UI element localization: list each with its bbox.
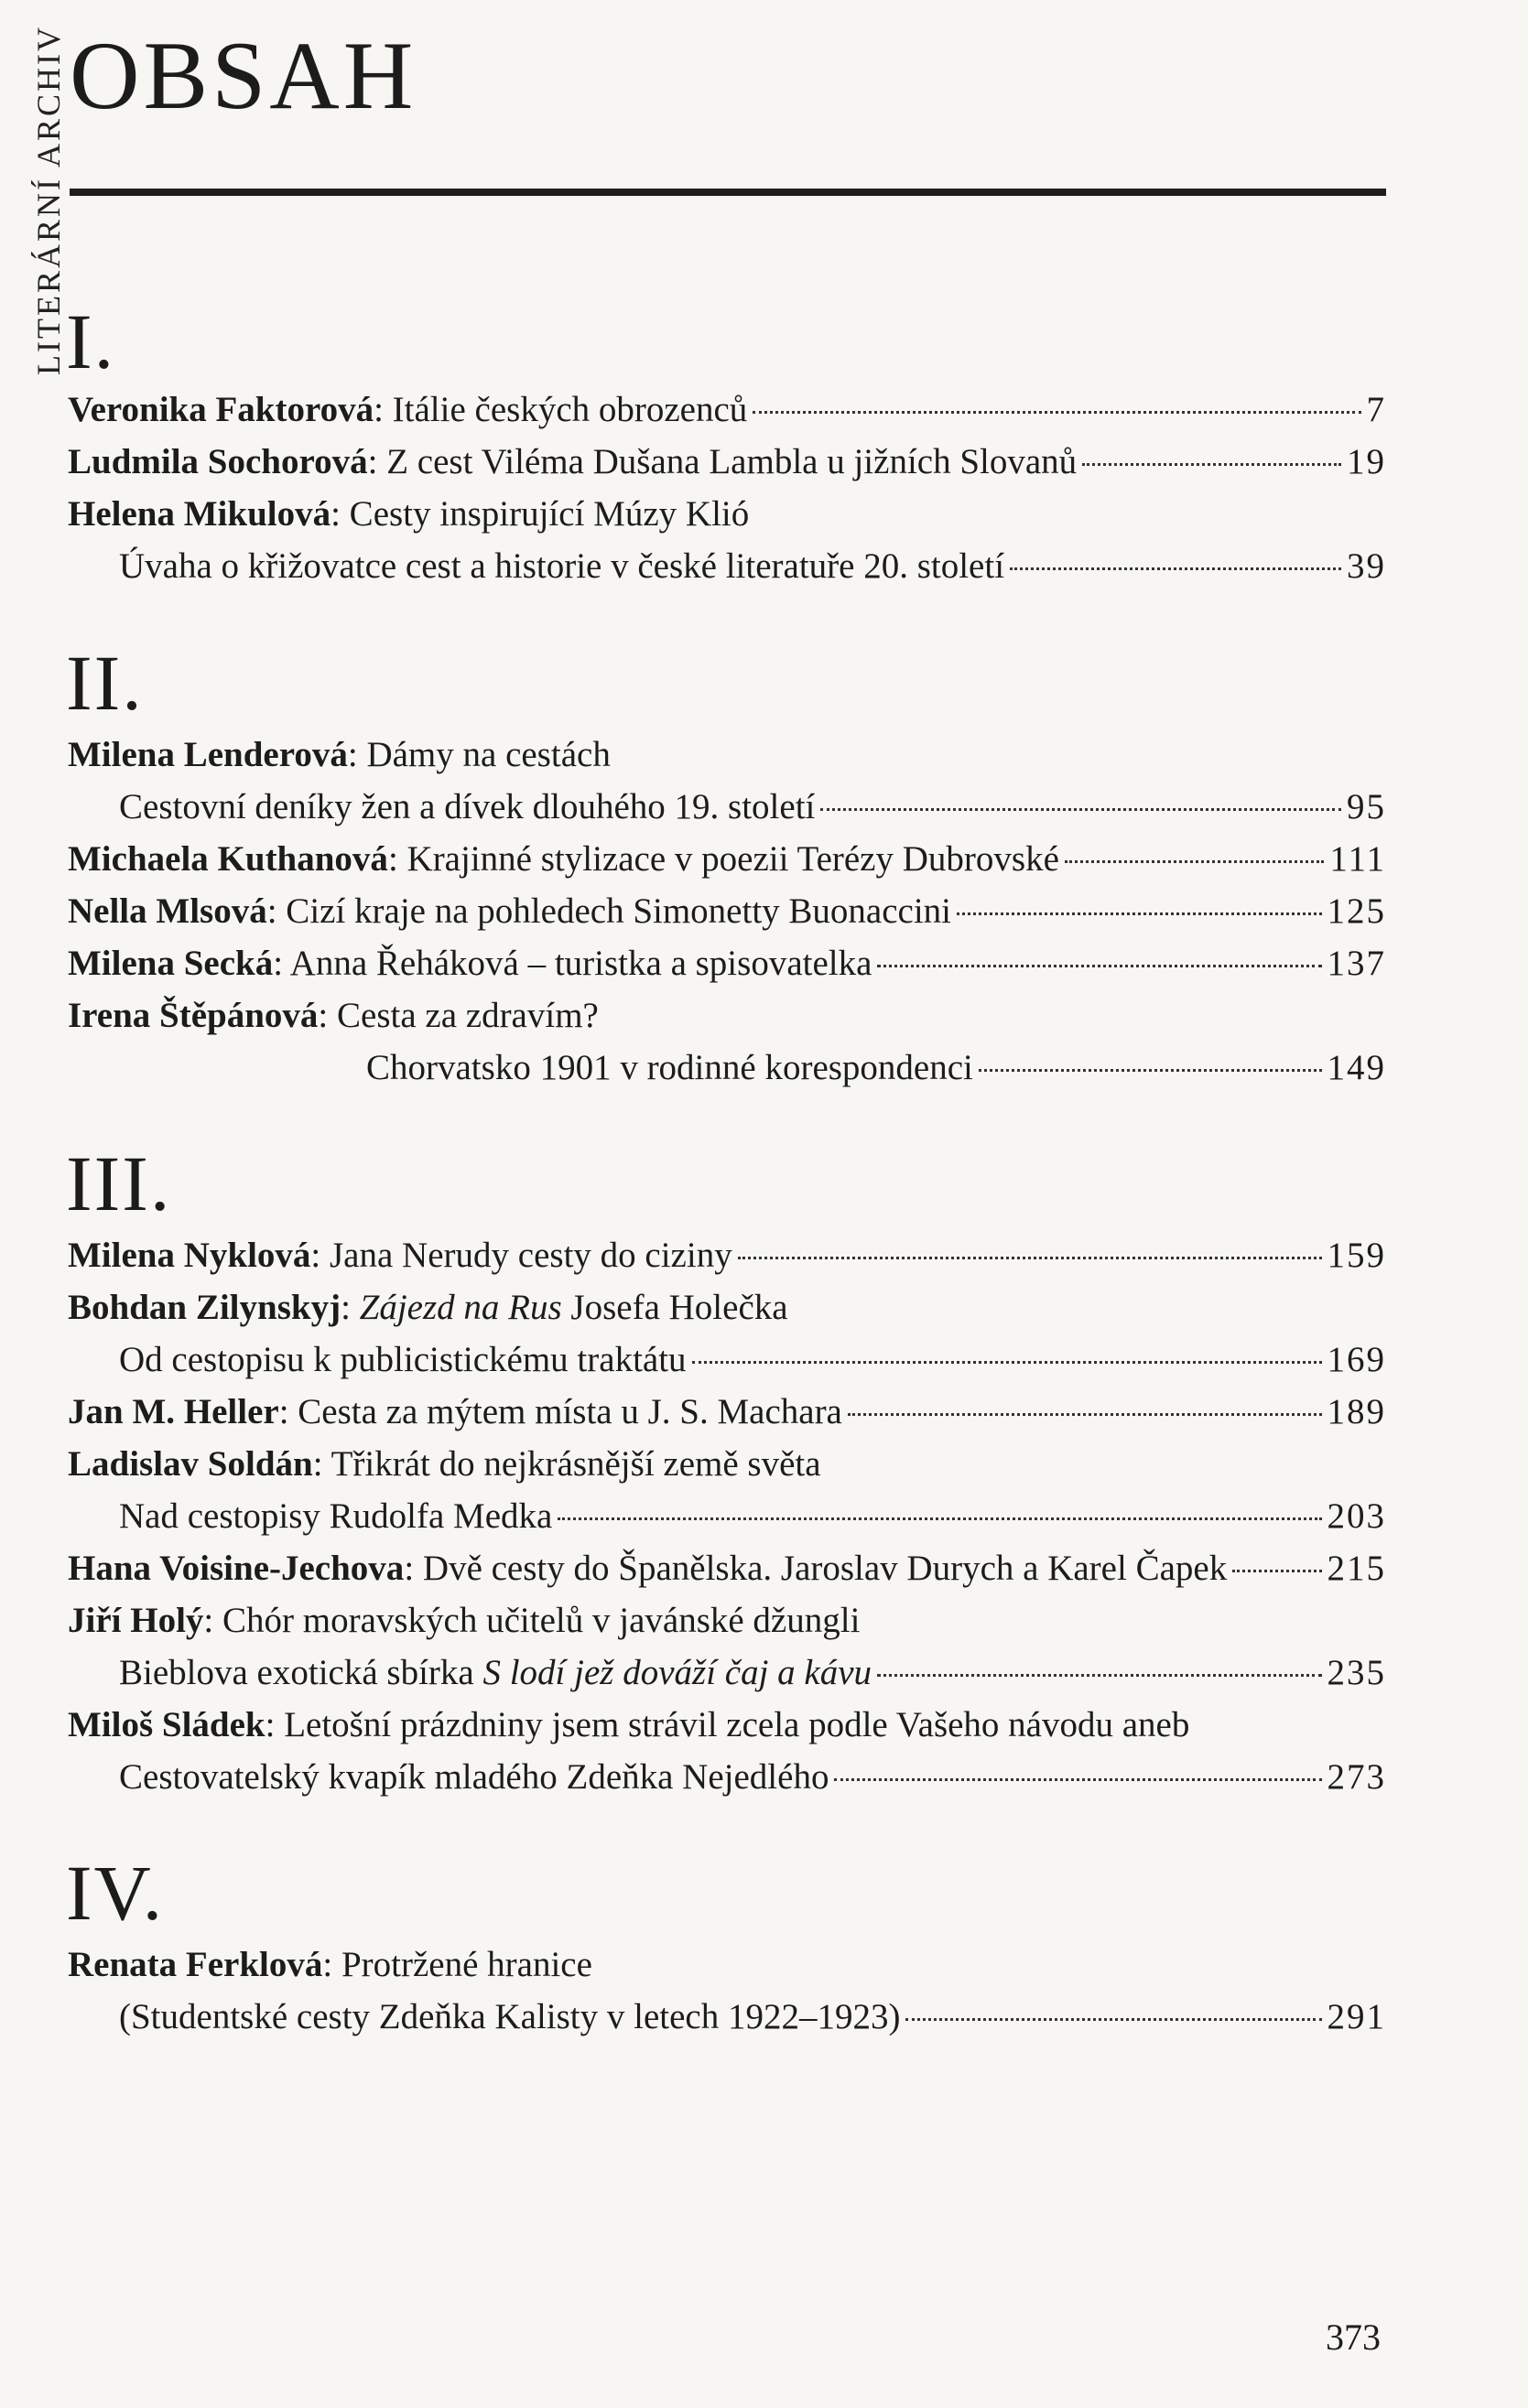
entry-title: : Letošní prázdniny jsem strávil zcela podle Vašeho návodu aneb [265, 1705, 1190, 1744]
entry-subtitle: Cestovatelský kvapík mladého Zdeňka Nejedlého [119, 1757, 829, 1797]
entry-subtitle: Chorvatsko 1901 v rodinné korespondenci [366, 1048, 973, 1087]
dot-leader [1232, 1569, 1321, 1572]
entry-title: : Krajinné stylizace v poezii Terézy Dubrovské [387, 839, 1059, 879]
toc-entry [68, 990, 1386, 1042]
dot-leader [957, 912, 1321, 915]
entry-page: 189 [1327, 1392, 1386, 1431]
section-heading-1: I. [66, 297, 116, 385]
toc-entry [68, 1543, 1386, 1594]
entry-page: 125 [1327, 891, 1386, 931]
entry-author: Irena Štěpánová [68, 996, 319, 1035]
entry-title: : Třikrát do nejkrásnější země světa [312, 1444, 821, 1484]
toc-entry [68, 834, 1386, 885]
entry-title: : Protržené hranice [322, 1945, 592, 1984]
entry-title-pre: : [341, 1288, 360, 1327]
entry-author: Ludmila Sochorová [68, 442, 368, 481]
entry-page: 149 [1327, 1048, 1386, 1087]
entry-author: Hana Voisine-Jechova [68, 1549, 405, 1588]
entry-subtitle-pre: Bieblova exotická sbírka [119, 1653, 483, 1692]
toc-entry [68, 729, 1386, 781]
entry-author: Miloš Sládek [68, 1705, 266, 1744]
entry-title: : Anna Řeháková – turistka a spisovatelka [273, 944, 872, 983]
entry-title: : Cesta za zdravím? [318, 996, 599, 1035]
entry-title-post: Josefa Holečka [561, 1288, 788, 1327]
entry-author: Nella Mlsová [68, 891, 267, 931]
entry-page: 137 [1327, 944, 1386, 983]
entry-subtitle-italic: S lodí jež dováží čaj a kávu [482, 1653, 872, 1692]
entry-page: 159 [1327, 1236, 1386, 1275]
dot-leader [905, 2017, 1321, 2021]
toc-entry [68, 1387, 1386, 1438]
entry-title: : Cesta za mýtem místa u J. S. Machara [278, 1392, 842, 1431]
toc-entry [68, 489, 1386, 540]
entry-page: 39 [1347, 546, 1386, 586]
dot-leader [848, 1412, 1322, 1416]
toc-entry-subtitle [119, 1647, 1386, 1699]
entry-author: Milena Nyklová [68, 1236, 311, 1275]
dot-leader [738, 1256, 1322, 1259]
entry-subtitle: Od cestopisu k publicistickému traktátu [119, 1340, 687, 1379]
entry-subtitle: Cestovní deníky žen a dívek dlouhého 19. století [119, 787, 816, 826]
entry-author: Michaela Kuthanová [68, 839, 388, 879]
entry-title: : Jana Nerudy cesty do ciziny [310, 1236, 732, 1275]
entry-subtitle: Úvaha o křižovatce cest a historie v české literatuře 20. století [119, 546, 1005, 586]
dot-leader [558, 1517, 1321, 1520]
toc-entry-subtitle [119, 1992, 1386, 2043]
dot-leader [1010, 567, 1341, 570]
entry-title: : Cesty inspirující Múzy Klió [331, 494, 750, 534]
toc-entry-subtitle [119, 1334, 1386, 1386]
entry-page: 291 [1327, 1997, 1386, 2036]
entry-page: 169 [1327, 1340, 1386, 1379]
toc-entry [68, 384, 1386, 436]
dot-leader [820, 807, 1341, 811]
entry-title: : Dámy na cestách [347, 735, 611, 774]
toc-entry [68, 938, 1386, 989]
toc-entry [68, 437, 1386, 488]
toc-entry [68, 886, 1386, 937]
dot-leader [692, 1360, 1322, 1364]
entry-author: Jan M. Heller [68, 1392, 279, 1431]
toc-entry [68, 1700, 1386, 1751]
dot-leader [1082, 462, 1341, 466]
entry-title: : Chór moravských učitelů v javánské džungli [203, 1601, 861, 1640]
spine-label: LITERÁRNÍ ARCHIV [30, 25, 67, 375]
dot-leader [1065, 859, 1325, 863]
entry-author: Renata Ferklová [68, 1945, 323, 1984]
section-heading-3: III. [66, 1139, 172, 1227]
entry-author: Ladislav Soldán [68, 1444, 313, 1484]
toc-entry [68, 1282, 1386, 1334]
entry-author: Helena Mikulová [68, 494, 331, 534]
entry-page: 19 [1347, 442, 1386, 481]
toc-entry-subtitle [119, 541, 1386, 592]
entry-page: 203 [1327, 1496, 1386, 1536]
entry-author: Milena Secká [68, 944, 274, 983]
toc-entry [68, 1939, 1386, 1991]
dot-leader [834, 1777, 1321, 1781]
dot-leader [753, 410, 1360, 414]
entry-title: : Itálie českých obrozenců [374, 390, 748, 429]
entry-title: : Z cest Viléma Dušana Lambla u jižních Slovanů [367, 442, 1078, 481]
entry-author: Veronika Faktorová [68, 390, 374, 429]
entry-title: : Dvě cesty do Španělska. Jaroslav Durych a Karel Čapek [404, 1549, 1228, 1588]
toc-entry [68, 1595, 1386, 1647]
entry-title: : Cizí kraje na pohledech Simonetty Buonaccini [266, 891, 952, 931]
toc-entry [68, 1439, 1386, 1490]
toc-entry-subtitle [366, 1042, 1386, 1094]
entry-title-italic: Zájezd na Rus [359, 1288, 562, 1327]
title-rule [70, 189, 1386, 196]
entry-subtitle: (Studentské cesty Zdeňka Kalisty v letech 1922–1923) [119, 1997, 901, 2036]
entry-subtitle: Nad cestopisy Rudolfa Medka [119, 1496, 553, 1536]
entry-author: Jiří Holý [68, 1601, 204, 1640]
page-number: 373 [1326, 2316, 1381, 2358]
toc-entry-subtitle [119, 1491, 1386, 1542]
entry-page: 235 [1327, 1653, 1386, 1692]
section-heading-4: IV. [66, 1849, 165, 1937]
entry-author: Bohdan Zilynskyj [68, 1288, 341, 1327]
entry-page: 7 [1366, 390, 1386, 429]
entry-author: Milena Lenderová [68, 735, 348, 774]
toc-entry-subtitle [119, 782, 1386, 833]
dot-leader [877, 964, 1321, 967]
toc-entry [68, 1230, 1386, 1281]
toc-entry-subtitle [119, 1752, 1386, 1803]
entry-page: 111 [1329, 839, 1386, 879]
dot-leader [979, 1068, 1322, 1072]
section-heading-2: II. [66, 639, 144, 727]
entry-page: 95 [1347, 787, 1386, 826]
page-title: OBSAH [70, 22, 417, 129]
dot-leader [877, 1673, 1321, 1677]
entry-page: 273 [1327, 1757, 1386, 1797]
entry-page: 215 [1327, 1549, 1386, 1588]
